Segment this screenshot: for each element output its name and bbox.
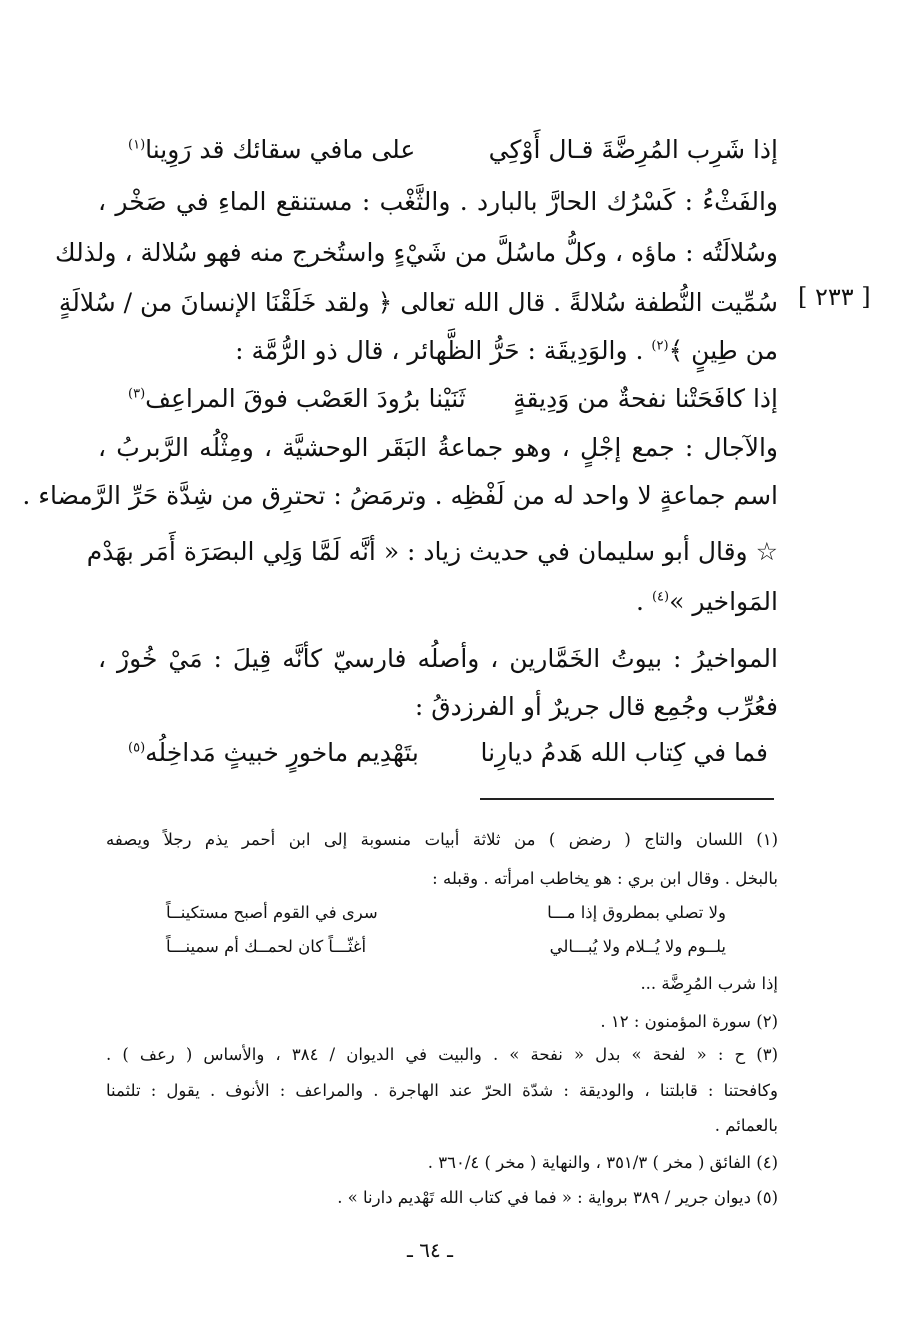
verse-2-hemistich-b: ثَنَيْنا برُودَ العَصْب فوقَ المراعِف$^{(٣)}$: [128, 384, 466, 413]
footnote-1-verse-2: يلــوم ولا يُــلام ولا يُبـــالي أغثّـــاً كان لحمــك أم سمينـــاً: [166, 937, 726, 956]
footnote-ref-2: (٢): [651, 338, 669, 354]
text-line-5: من طِينٍ ﴾$^{(٢)}$ . والوَدِيقَة : حَرُّ الظَّهائر ، قال ذو الرُّمَّة :: [235, 336, 778, 365]
page-number: ـ ٦٤ ـ: [407, 1238, 453, 1262]
footnote-5: (٥) ديوان جرير / ٣٨٩ برواية : « فما في كتاب الله تَهْديم دارنا » .: [337, 1188, 778, 1207]
footnote-3-line-3: بالعمائم .: [714, 1116, 778, 1135]
verse-1-hemistich-a: إذا شَرِب المُرِضَّةَ قـال أَوْكِي: [488, 135, 778, 164]
text-line-8: اسم جماعةٍ لا واحد له من لَفْظِه . وترمَضُ : تحترِق من شِدَّة حَرِّ الرَّمضاء .: [22, 481, 778, 510]
footnote-separator: [480, 798, 774, 800]
footnote-3-line-2: وكافحتنا : قابلتنا ، والوديقة : شدّة الحرّ عند الهاجرة . والمراعف : الأنوف . يقول : تلثمنا: [106, 1081, 778, 1100]
verse-3: [128, 738, 768, 767]
footnote-ref-4: (٤): [651, 589, 670, 605]
footnote-ref-1: (١): [128, 137, 146, 153]
verse-1: [128, 135, 778, 164]
verse-3-hemistich-a: فما في كِتاب الله هَدمُ ديارِنا: [480, 738, 768, 767]
footnote-4: (٤) الفائق ( مخر ) ٣٥١/٣ ، والنهاية ( مخر ) ٣٦٠/٤ .: [427, 1153, 778, 1172]
text-line-7: والآجال : جمع إجْلٍ ، وهو جماعةُ البَقَر الوحشيَّة ، ومِثْلُه الرَّبربُ ،: [98, 433, 778, 462]
text-line-12: فعُرِّب وجُمِع قال جريرٌ أو الفرزدقُ :: [414, 692, 778, 721]
footnote-ref-3: (٣): [128, 386, 146, 402]
verse-1-hemistich-b: على مافي سقائك قد رَوِينا$^{(١)}$: [128, 135, 416, 164]
footnote-3-line-1: (٣) ح : « لفحة » بدل « نفحة » . والبيت في الديوان / ٣٨٤ ، والأساس ( رعف ) .: [106, 1045, 778, 1064]
text-line-4: سُمِّيت النُّطفة سُلالةً . قال الله تعالى ﴿ ولقد خَلَقْنَا الإنسانَ من / سُلالَةٍ: [58, 288, 778, 317]
footnote-ref-5: (٥): [128, 740, 146, 756]
footnote-1-line-2: بالبخل . وقال ابن بري : هو يخاطب امرأته . وقبله :: [432, 869, 778, 888]
text-line-10: المَواخير »$^{(٤)}$ .: [636, 587, 778, 616]
footnote-2: (٢) سورة المؤمنون : ١٢ .: [600, 1012, 778, 1031]
verse-2-hemistich-a: إذا كافَحَتْنا نفحةٌ من وَدِيقةٍ: [513, 384, 778, 413]
margin-page-marker: [ ٢٣٣ ]: [798, 283, 871, 311]
verse-2: [128, 384, 778, 413]
footnote-1-line-3: إذا شرب المُرِضَّة ...: [640, 974, 778, 993]
text-line-2: والفَثْءُ : كَسْرُك الحارَّ بالبارد . والثَّغْب : مستنقع الماءِ في صَخْر ،: [98, 187, 778, 216]
text-line-3: وسُلالَتُه : ماؤه ، وكلُّ ماسُلَّ من شَيْءٍ واستُخرج منه فهو سُلالة ، ولذلك: [55, 238, 778, 267]
footnote-1-line-1: (١) اللسان والتاج ( رضض ) من ثلاثة أبيات منسوبة إلى ابن أحمر يذم رجلاً ويصفه: [106, 830, 778, 849]
footnote-1-verse-1: ولا تصلي بمطروق إذا مـــا سرى في القوم أصبح مستكينــاً: [166, 903, 726, 922]
verse-3-hemistich-b: بتَهْدِيم ماخورٍ خبيثٍ مَداخِلُه$^{(٥)}$: [128, 738, 419, 767]
text-line-11: المواخيرُ : بيوتُ الخَمَّارين ، وأصلُه فارسيّ كأنَّه قِيلَ : مَيْ خُورْ ،: [98, 644, 778, 673]
text-line-9: ☆ وقال أبو سليمان في حديث زياد : « أنَّه لَمَّا وَلِي البصَرَة أَمَر بهَدْم: [86, 537, 778, 566]
